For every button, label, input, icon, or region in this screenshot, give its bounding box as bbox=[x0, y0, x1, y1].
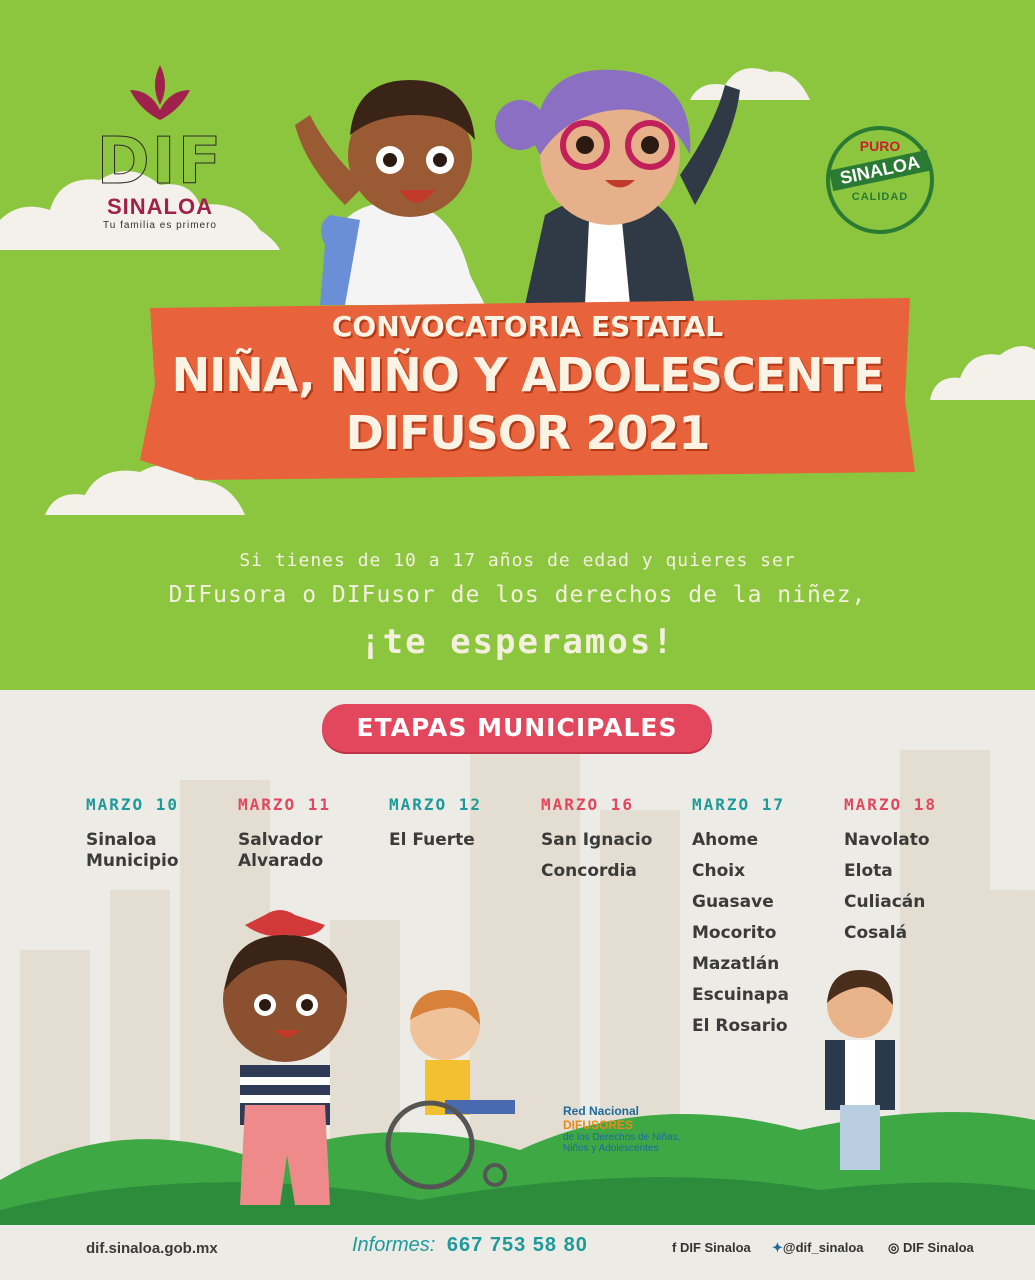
stage-column bbox=[238, 795, 388, 882]
seal-bottom: CALIDAD bbox=[851, 191, 909, 203]
stage-column bbox=[389, 795, 539, 861]
banner-line3: DIFUSOR 2021 bbox=[345, 406, 710, 460]
logo-state: SINALOA bbox=[107, 194, 213, 219]
stage-town: Culiacán bbox=[844, 892, 926, 912]
intro-line2: DIFusora o DIFusor de los derechos de la niñez, bbox=[168, 582, 867, 608]
intro-line1: Si tienes de 10 a 17 años de edad y quieres ser bbox=[239, 550, 796, 571]
stage-town: Cosalá bbox=[844, 923, 908, 943]
stage-date: MARZO 18 bbox=[844, 795, 938, 814]
stage-date: MARZO 12 bbox=[389, 795, 483, 814]
stage-town: Mocorito bbox=[692, 923, 777, 943]
stage-town: Guasave bbox=[692, 892, 774, 912]
intro-line3: ¡te esperamos! bbox=[360, 622, 675, 662]
stage-town: Mazatlán bbox=[692, 954, 780, 974]
seal-top: PURO bbox=[859, 138, 901, 154]
stage-date: MARZO 16 bbox=[541, 795, 635, 814]
stage-column bbox=[86, 795, 236, 882]
twitter-icon: ✦ bbox=[772, 1240, 783, 1255]
info-label: Informes: bbox=[352, 1234, 436, 1256]
wheelchair-girl-illustration bbox=[385, 980, 520, 1200]
boy-illustration bbox=[815, 965, 905, 1185]
puro-sinaloa-seal bbox=[826, 126, 934, 234]
facebook-link[interactable] bbox=[672, 1240, 751, 1255]
twitter-link[interactable] bbox=[772, 1240, 864, 1256]
stage-column bbox=[844, 795, 994, 954]
flower-icon bbox=[120, 60, 200, 130]
stage-town: El Fuerte bbox=[389, 830, 475, 850]
cloud-right bbox=[930, 330, 1035, 400]
banner-line1: CONVOCATORIA ESTATAL bbox=[331, 310, 724, 343]
facebook-handle: DIF Sinaloa bbox=[679, 1240, 751, 1255]
stage-town: Choix bbox=[692, 861, 746, 881]
stages-title: ETAPAS MUNICIPALES bbox=[322, 704, 712, 752]
instagram-handle: DIF Sinaloa bbox=[902, 1240, 974, 1255]
stage-town: Navolato bbox=[844, 830, 930, 850]
instagram-link[interactable] bbox=[888, 1240, 974, 1256]
facebook-icon: f bbox=[672, 1240, 680, 1255]
stage-date: MARZO 11 bbox=[238, 795, 332, 814]
info-contact bbox=[352, 1234, 588, 1257]
stage-town: Escuinapa bbox=[692, 985, 789, 1005]
red-nacional-name: DIFUSORES bbox=[563, 1118, 634, 1132]
stage-date: MARZO 10 bbox=[86, 795, 180, 814]
footer bbox=[0, 1226, 1035, 1280]
stage-town: Concordia bbox=[541, 861, 637, 881]
seal-middle: SINALOA bbox=[829, 150, 931, 191]
red-nacional-title: Red Nacional bbox=[563, 1104, 640, 1118]
banner-line2: NIÑA, NIÑO Y ADOLESCENTE bbox=[171, 348, 884, 402]
stage-town: San Ignacio bbox=[541, 830, 653, 850]
stage-column bbox=[541, 795, 691, 892]
stage-town: Ahome bbox=[692, 830, 759, 850]
stage-town: Elota bbox=[844, 861, 893, 881]
twitter-handle: @dif_sinaloa bbox=[782, 1240, 864, 1255]
instagram-icon: ◎ bbox=[888, 1240, 903, 1255]
kids-illustration-top bbox=[285, 45, 755, 305]
stage-town: Salvador Alvarado bbox=[238, 830, 324, 871]
logo-brand: DIF bbox=[96, 125, 224, 199]
stage-town: Sinaloa Municipio bbox=[86, 830, 179, 871]
red-nacional-sub: de los Derechos de Niñas, Niños y Adolescentes bbox=[563, 1132, 681, 1154]
stage-date: MARZO 17 bbox=[692, 795, 786, 814]
dif-logo bbox=[80, 60, 240, 231]
red-nacional-logo bbox=[563, 1104, 703, 1154]
logo-tagline: Tu familia es primero bbox=[103, 220, 217, 231]
girl-illustration bbox=[205, 905, 365, 1230]
website-link[interactable]: dif.sinaloa.gob.mx bbox=[86, 1240, 218, 1257]
phone-number[interactable]: 667 753 58 80 bbox=[446, 1234, 588, 1256]
stage-town: El Rosario bbox=[692, 1016, 788, 1036]
title-banner bbox=[140, 290, 915, 480]
